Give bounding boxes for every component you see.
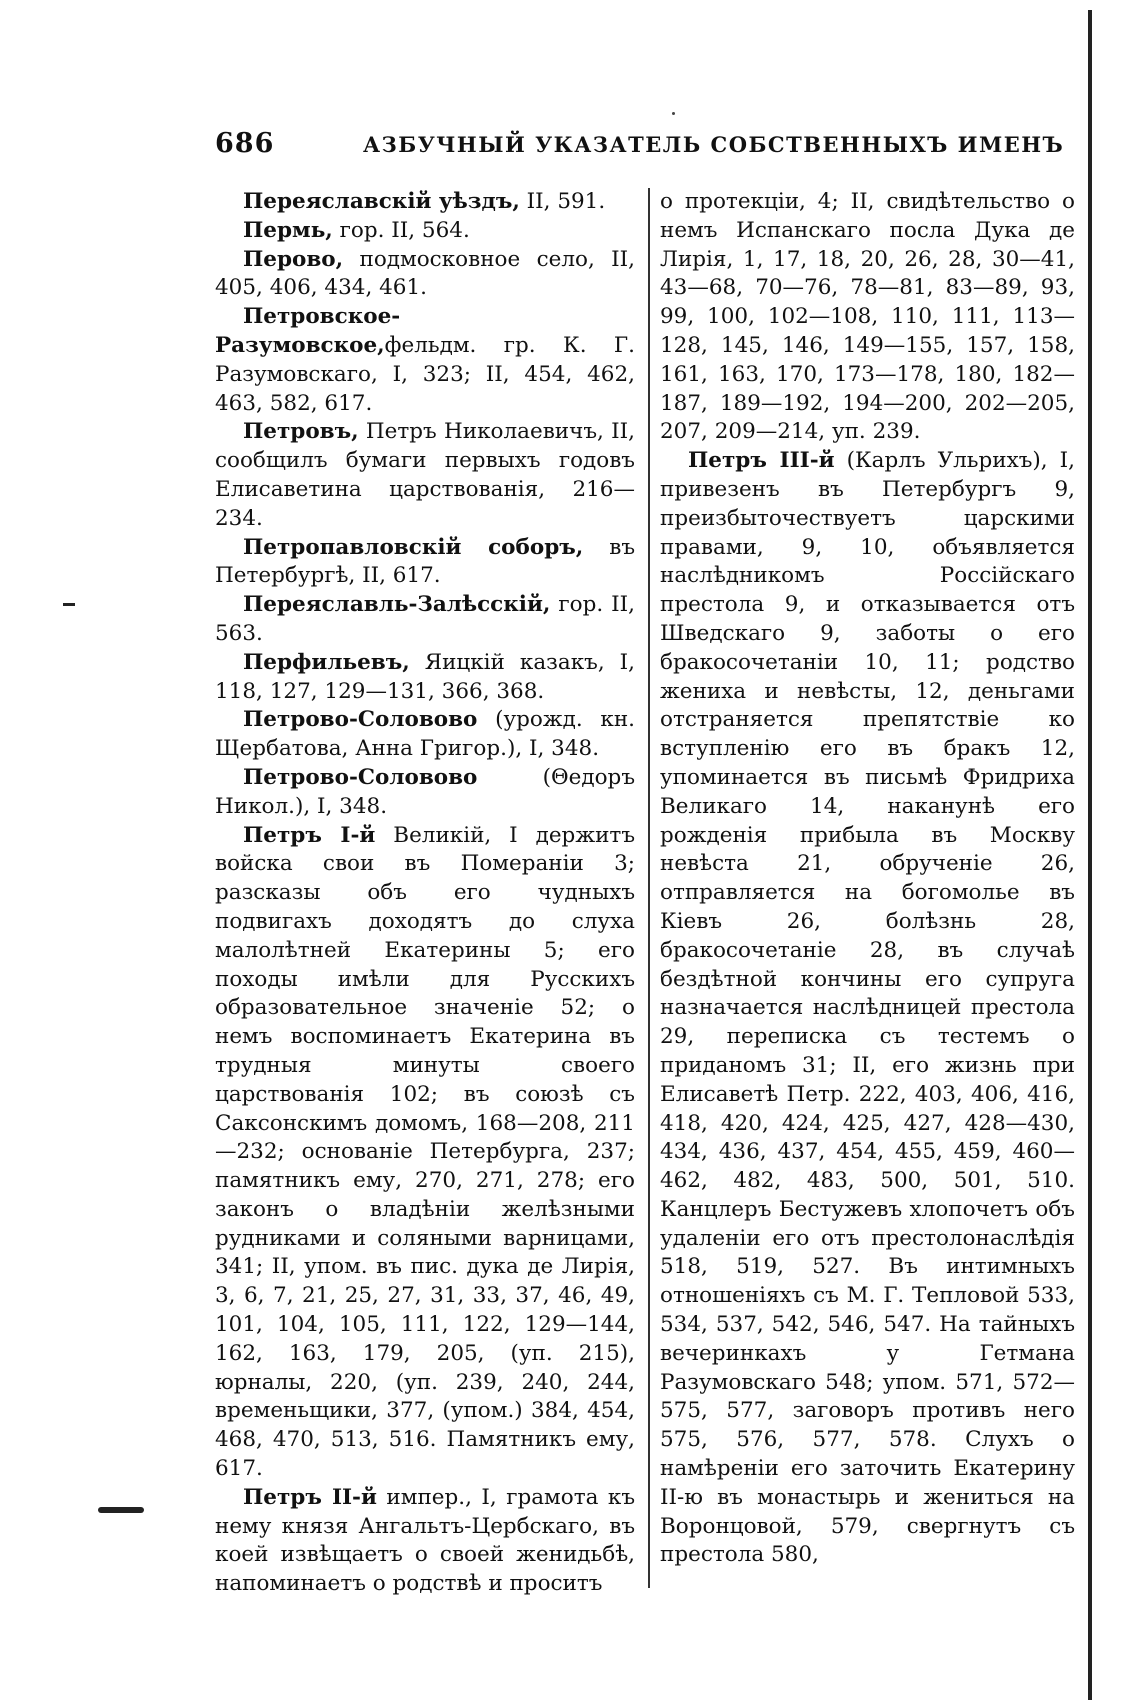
- entry-text: о протекціи, 4; II, свидѣтельство о немъ Испанскаго посла Дука де Лирія, 1, 17, 18, 20, 26, 28, 30—41, 43—68, 70—76, 78—81, 83—89, 93, 99, 100, 102—108, 110, 111, 113—128, 145, 146, 149—155, 157, 158, 161, 163, 170, 173—178, 180, 182—187, 189—192, 194—200, 202—205, 207, 209—214, уп. 239.: [660, 189, 1075, 445]
- entry-headword: Петрово-Соловово: [243, 707, 478, 733]
- column-divider: [648, 188, 650, 1588]
- index-entry: [215, 303, 635, 418]
- index-entry: [215, 534, 635, 592]
- entry-headword: Перово,: [243, 246, 344, 272]
- entry-headword: Петровское-Разумовское,: [215, 304, 401, 358]
- entry-text: (Θедоръ Никол.), I, 348.: [215, 764, 635, 819]
- entry-headword: Петръ III-й: [688, 448, 835, 474]
- entry-text: гор. II, 563.: [215, 592, 635, 646]
- index-entry: [660, 447, 1075, 1570]
- entry-text: Великій, I держитъ войска свои въ Помераніи 3; разсказы объ его чудныхъ подвигахъ доходятъ до слуха малолѣтней Екатерины 5; его походы имѣли для Русскихъ образовательное значеніе 52; о немъ воспоминаетъ Екатерина въ трудныя минуты своего царствованія 102; въ союзѣ съ Саксонскимъ домомъ, 168—208, 211—232; основаніе Петербурга, 237; памятникъ ему, 270, 271, 278; его законъ о владѣніи желѣзными рудниками и соляными варницами, 341; II, упом. въ пис. дука де Лирія, 3, 6, 7, 21, 25, 27, 31, 33, 37, 46, 49, 101, 104, 105, 111, 122, 129—144, 162, 163, 179, 205, (уп. 215), юрналы, 220, (уп. 239, 240, 244, временьщики, 377, (упом.) 384, 454, 468, 470, 513, 516. Памятникъ ему, 617.: [215, 822, 636, 1482]
- index-entry: [215, 649, 635, 707]
- index-entry: [215, 822, 635, 1484]
- page-number: 686: [215, 128, 275, 159]
- entry-text: II, 591.: [519, 189, 606, 214]
- entry-headword: Переяславскій уѣздъ,: [243, 189, 520, 214]
- page-header: [215, 128, 1065, 168]
- index-entry: [215, 246, 635, 304]
- running-head: АЗБУЧНЫЙ УКАЗАТЕЛЬ СОБСТВЕННЫХЪ ИМЕНЪ: [363, 132, 1065, 157]
- entry-headword: Пермь,: [243, 217, 333, 243]
- margin-stroke-mark: [98, 1507, 144, 1513]
- page-edge-rule: [1088, 10, 1092, 1700]
- entry-headword: Петрово-Соловово: [243, 764, 478, 790]
- index-entry: [215, 418, 635, 533]
- entry-headword: Петръ I-й: [243, 822, 376, 848]
- index-entry: [215, 1484, 635, 1599]
- entry-text: гор. II, 564.: [332, 217, 470, 243]
- entry-text: въ Петербургѣ, II, 617.: [215, 534, 635, 589]
- index-entry: [215, 706, 635, 764]
- entry-text: подмосковное село, II, 405, 406, 434, 461.: [215, 246, 635, 301]
- index-entry: [215, 217, 635, 246]
- index-entry: [215, 591, 635, 649]
- entry-headword: Петровъ,: [243, 419, 359, 445]
- entry-text: Петръ Николаевичъ, II, сообщилъ бумаги первыхъ годовъ Елисаветина царствованія, 216—234.: [215, 419, 635, 531]
- entry-headword: Перфильевъ,: [243, 649, 410, 675]
- entry-headword: Петропавловскій соборъ,: [243, 534, 584, 560]
- margin-dash-mark: [63, 603, 75, 606]
- margin-speck: [672, 112, 675, 115]
- index-entry: [215, 764, 635, 822]
- index-column-left: [215, 188, 635, 1599]
- index-entry: [215, 188, 635, 217]
- entry-text: фельдм. гр. К. Г. Разумовскаго, I, 323; II, 454, 462, 463, 582, 617.: [215, 332, 635, 416]
- entry-text: (Карлъ Ульрихъ), I, привезенъ въ Петербургъ 9, преизбыточествуетъ царскими правами, 9, 10, объявляется наслѣдникомъ Россійскаго престола 9, и отказывается отъ Шведскаго 9, заботы о его бракосочетаніи 10, 11; родство жениха и невѣсты, 12, деньгами отстраняется препятствіе ко вступленію его въ бракъ 12, упоминается въ письмѣ Фридриха Великаго 14, наканунѣ его рожденія прибыла въ Москву невѣста 21, обрученіе 26, отправляется на богомолье въ Кіевъ 26, болѣзнь 28, бракосочетаніе 28, въ случаѣ бездѣтной кончины его супруга назначается наслѣдницей престола 29, переписка съ тестемъ о приданомъ 31; II, его жизнь при Елисаветѣ Петр. 222, 403, 406, 416, 418, 420, 424, 425, 427, 428—430, 434, 436, 437, 454, 455, 459, 460—462, 482, 483, 500, 501, 510. Канцлеръ Бестужевъ хлопочетъ объ удаленіи его отъ престолонаслѣдія 518, 519, 527. Въ интимныхъ отношеніяхъ съ М. Г. Тепловой 533, 534, 537, 542, 546, 547. На тайныхъ вечеринкахъ у Гетмана Разумовскаго 548; упом. 571, 572—575, 577, заговоръ противъ него 575, 576, 577, 578. Слухъ о намѣреніи его заточить Екатерину II-ю въ монастырь и жениться на Воронцовой, 579, свергнутъ съ престола 580,: [660, 448, 1076, 1568]
- index-column-right: [660, 188, 1075, 1570]
- index-entry-continuation: [660, 188, 1075, 447]
- entry-text: (урожд. кн. Щербатова, Анна Григор.), I, 348.: [215, 707, 635, 762]
- entry-headword: Петръ II-й: [243, 1484, 377, 1510]
- entry-headword: Переяславль-Залѣсскій,: [243, 592, 551, 618]
- entry-text: импер., I, грамота къ нему князя Ангальтъ-Цербскаго, въ коей извѣщаетъ о своей женидьбѣ, напоминаетъ о родствѣ и проситъ: [215, 1484, 635, 1597]
- entry-text: Яицкій казакъ, I, 118, 127, 129—131, 366, 368.: [215, 649, 635, 704]
